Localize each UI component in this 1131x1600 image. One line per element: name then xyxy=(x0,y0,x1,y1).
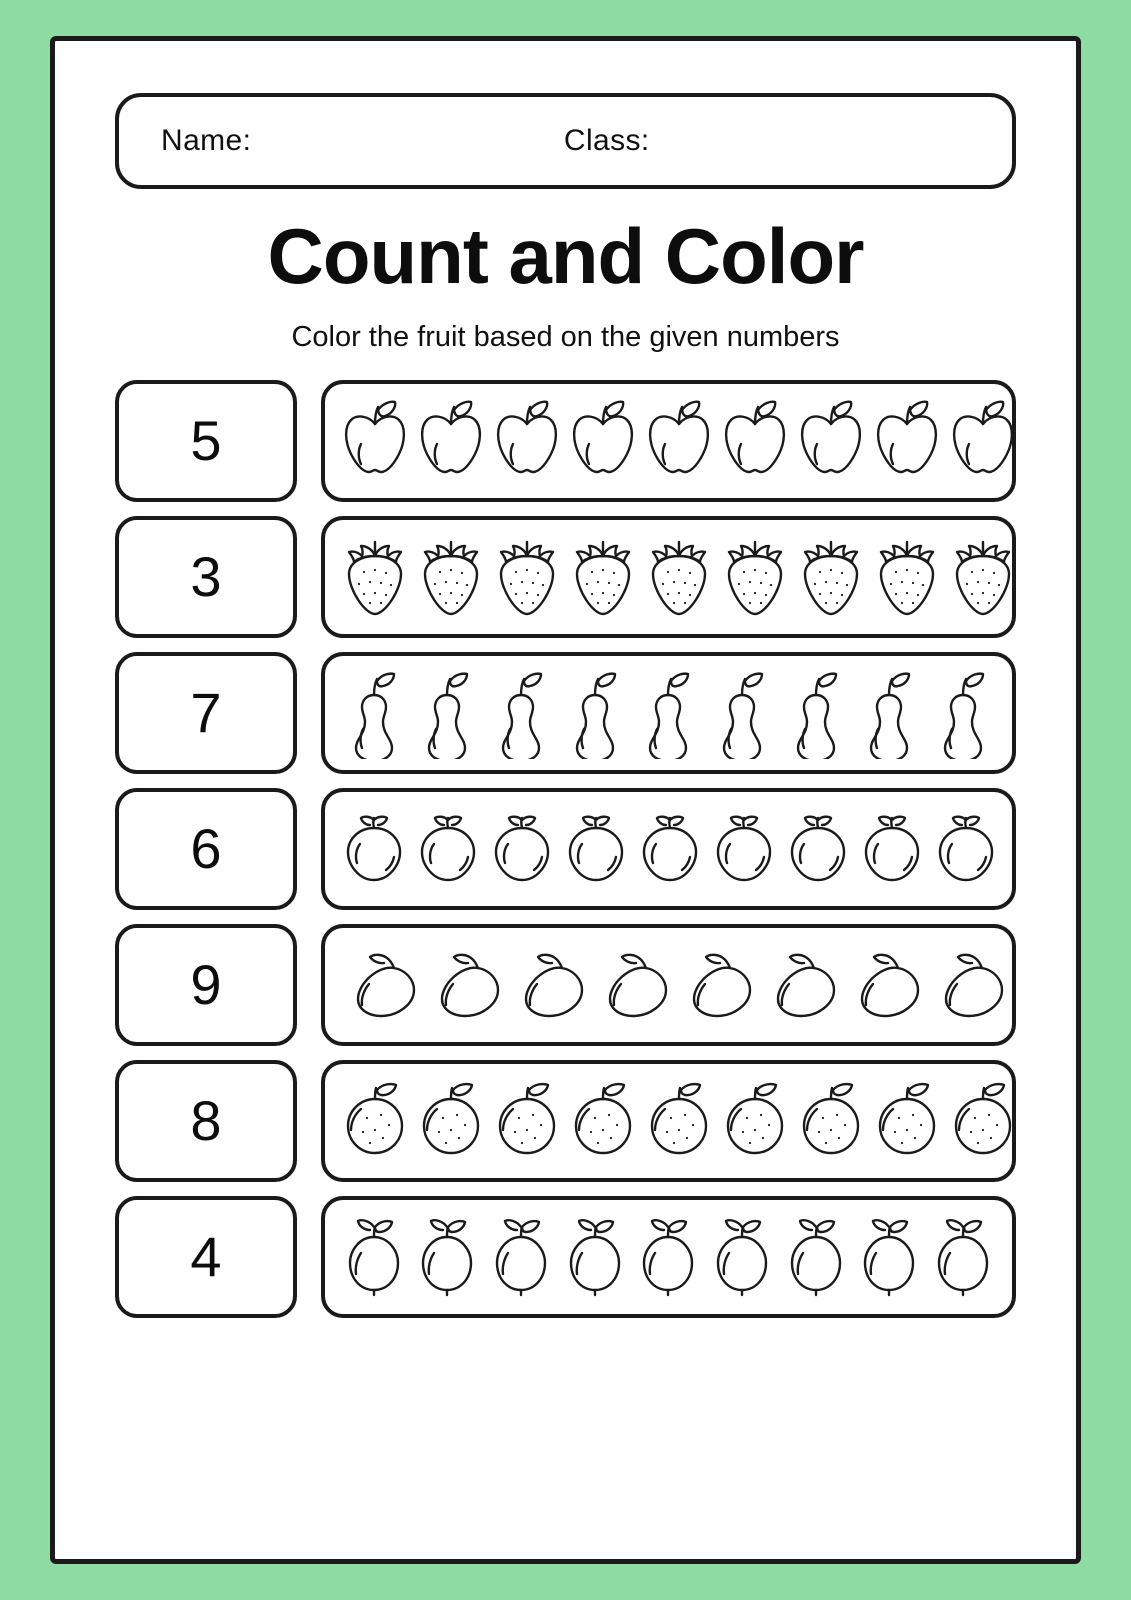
class-label: Class: xyxy=(563,124,650,157)
orange-icon[interactable] xyxy=(337,1080,413,1162)
apple-icon[interactable] xyxy=(717,398,793,484)
worksheet-row xyxy=(115,788,1016,910)
pear-icon[interactable] xyxy=(338,667,410,759)
strawberry-icon[interactable] xyxy=(945,532,1016,622)
number-box xyxy=(115,788,297,910)
apple-icon[interactable] xyxy=(489,398,565,484)
orange-icon[interactable] xyxy=(413,1080,489,1162)
worksheet-row xyxy=(115,924,1016,1046)
number-value: 9 xyxy=(190,953,222,1016)
fruit-row-mango xyxy=(321,924,1016,1046)
orange-icon[interactable] xyxy=(793,1080,869,1162)
lemon-icon[interactable] xyxy=(927,1213,999,1301)
orange-icon[interactable] xyxy=(945,1080,1016,1162)
mango-icon[interactable] xyxy=(757,948,841,1022)
apple-icon[interactable] xyxy=(641,398,717,484)
apple-icon[interactable] xyxy=(793,398,869,484)
mango-icon[interactable] xyxy=(925,948,1009,1022)
lemon-icon[interactable] xyxy=(485,1213,557,1301)
plum-icon[interactable] xyxy=(485,810,559,888)
fruit-row-apple xyxy=(321,380,1016,502)
page-title: Count and Color xyxy=(267,212,864,300)
number-value: 3 xyxy=(190,545,222,608)
mango-icon[interactable] xyxy=(1009,948,1016,1022)
mango-icon[interactable] xyxy=(337,948,421,1022)
apple-icon[interactable] xyxy=(565,398,641,484)
apple-icon[interactable] xyxy=(869,398,945,484)
number-box xyxy=(115,652,297,774)
plum-icon[interactable] xyxy=(781,810,855,888)
lemon-icon[interactable] xyxy=(853,1213,925,1301)
fruit-row-pear xyxy=(321,652,1016,774)
worksheet-row xyxy=(115,380,1016,502)
strawberry-icon[interactable] xyxy=(337,532,413,622)
pear-icon[interactable] xyxy=(927,667,999,759)
number-box xyxy=(115,924,297,1046)
plum-icon[interactable] xyxy=(855,810,929,888)
orange-icon[interactable] xyxy=(641,1080,717,1162)
pear-icon[interactable] xyxy=(559,667,631,759)
worksheet-row xyxy=(115,1196,1016,1318)
plum-icon[interactable] xyxy=(559,810,633,888)
strawberry-icon[interactable] xyxy=(413,532,489,622)
strawberry-icon[interactable] xyxy=(641,532,717,622)
plum-icon[interactable] xyxy=(707,810,781,888)
plum-icon[interactable] xyxy=(633,810,707,888)
strawberry-icon[interactable] xyxy=(565,532,641,622)
number-box xyxy=(115,1060,297,1182)
pear-icon[interactable] xyxy=(411,667,483,759)
number-value: 6 xyxy=(190,817,222,880)
number-box xyxy=(115,1196,297,1318)
fruit-row-orange xyxy=(321,1060,1016,1182)
mango-icon[interactable] xyxy=(673,948,757,1022)
lemon-icon[interactable] xyxy=(780,1213,852,1301)
number-box xyxy=(115,516,297,638)
worksheet-rows xyxy=(115,380,1016,1318)
orange-icon[interactable] xyxy=(489,1080,565,1162)
lemon-icon[interactable] xyxy=(559,1213,631,1301)
name-label: Name: xyxy=(161,124,252,157)
strawberry-icon[interactable] xyxy=(717,532,793,622)
fruit-row-plum xyxy=(321,788,1016,910)
lemon-icon[interactable] xyxy=(706,1213,778,1301)
fruit-row-lemon xyxy=(321,1196,1016,1318)
mango-icon[interactable] xyxy=(589,948,673,1022)
mango-icon[interactable] xyxy=(841,948,925,1022)
pear-icon[interactable] xyxy=(632,667,704,759)
fruit-row-strawberry xyxy=(321,516,1016,638)
strawberry-icon[interactable] xyxy=(869,532,945,622)
apple-icon[interactable] xyxy=(337,398,413,484)
worksheet-row xyxy=(115,652,1016,774)
worksheet-page xyxy=(50,36,1081,1564)
worksheet-row xyxy=(115,516,1016,638)
pear-icon[interactable] xyxy=(853,667,925,759)
plum-icon[interactable] xyxy=(1003,810,1016,888)
pear-icon[interactable] xyxy=(706,667,778,759)
plum-icon[interactable] xyxy=(929,810,1003,888)
worksheet-row xyxy=(115,1060,1016,1182)
plum-icon[interactable] xyxy=(411,810,485,888)
strawberry-icon[interactable] xyxy=(793,532,869,622)
orange-icon[interactable] xyxy=(565,1080,641,1162)
pear-icon[interactable] xyxy=(485,667,557,759)
strawberry-icon[interactable] xyxy=(489,532,565,622)
page-subtitle: Color the fruit based on the given numbers xyxy=(291,321,840,353)
plum-icon[interactable] xyxy=(337,810,411,888)
lemon-icon[interactable] xyxy=(338,1213,410,1301)
number-value: 4 xyxy=(190,1225,222,1288)
lemon-icon[interactable] xyxy=(632,1213,704,1301)
number-value: 5 xyxy=(190,409,222,472)
number-box xyxy=(115,380,297,502)
number-value: 8 xyxy=(190,1089,222,1152)
orange-icon[interactable] xyxy=(869,1080,945,1162)
orange-icon[interactable] xyxy=(717,1080,793,1162)
lemon-icon[interactable] xyxy=(411,1213,483,1301)
apple-icon[interactable] xyxy=(945,398,1016,484)
mango-icon[interactable] xyxy=(505,948,589,1022)
student-info-bar xyxy=(115,93,1016,189)
apple-icon[interactable] xyxy=(413,398,489,484)
pear-icon[interactable] xyxy=(780,667,852,759)
number-value: 7 xyxy=(190,681,222,744)
mango-icon[interactable] xyxy=(421,948,505,1022)
